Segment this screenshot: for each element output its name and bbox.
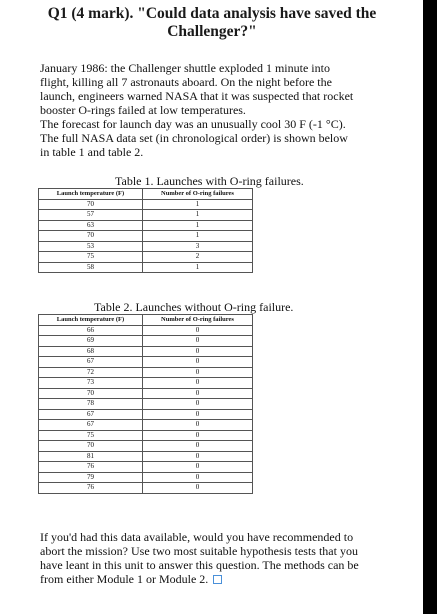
- table2-header-temperature: Launch temperature (F): [39, 315, 143, 326]
- answer-checkbox[interactable]: [213, 575, 222, 584]
- table2-temperature-cell: 67: [39, 420, 143, 431]
- table1: [38, 188, 253, 273]
- table2-failures-cell: 0: [143, 336, 253, 347]
- table2-failures-cell: 0: [143, 346, 253, 357]
- table2-row: [39, 357, 253, 368]
- table2-failures-cell: 0: [143, 451, 253, 462]
- table1-temperature-cell: 63: [39, 220, 143, 231]
- table2-row: [39, 462, 253, 473]
- question-title: [16, 5, 408, 41]
- table2-row: [39, 420, 253, 431]
- table1-header-temperature: Launch temperature (F): [39, 189, 143, 200]
- table1-header-failures: Number of O-ring failures: [143, 189, 253, 200]
- question-prompt: [40, 530, 360, 586]
- table1-temperature-cell: 58: [39, 262, 143, 273]
- table1-caption: Table 1. Launches with O-ring failures.: [115, 174, 304, 188]
- table2-failures-cell: 0: [143, 388, 253, 399]
- table1-row: [39, 210, 253, 221]
- table2-temperature-cell: 79: [39, 472, 143, 483]
- table2-temperature-cell: 66: [39, 325, 143, 336]
- table2-row: [39, 388, 253, 399]
- table2-row: [39, 336, 253, 347]
- table2: [38, 314, 253, 494]
- table2-failures-cell: 0: [143, 409, 253, 420]
- table1-failures-cell: 1: [143, 199, 253, 210]
- table2-row: [39, 367, 253, 378]
- intro-paragraph-2: The forecast for launch day was an unusually cool 30 F (-1 °C). The full NASA data set (in chronological order) is shown below in table 1 and table 2.: [40, 117, 348, 159]
- table2-temperature-cell: 70: [39, 388, 143, 399]
- table1-temperature-cell: 70: [39, 199, 143, 210]
- table1-row: [39, 231, 253, 242]
- table1-failures-cell: 1: [143, 210, 253, 221]
- table2-failures-cell: 0: [143, 367, 253, 378]
- table2-temperature-cell: 70: [39, 441, 143, 452]
- table1-temperature-cell: 75: [39, 252, 143, 263]
- table2-failures-cell: 0: [143, 483, 253, 494]
- title-line-1: Q1 (4 mark). "Could data analysis have saved the: [47, 5, 377, 22]
- table1-row: [39, 199, 253, 210]
- table2-failures-cell: 0: [143, 420, 253, 431]
- intro-paragraph-1: January 1986: the Challenger shuttle exploded 1 minute into flight, killing all 7 astronauts aboard. On the night before the launch, engineers warned NASA that it was suspected that rocket booster O-rings failed at low temperatures.: [40, 61, 354, 117]
- table2-temperature-cell: 73: [39, 378, 143, 389]
- table2-header-row: [39, 315, 253, 326]
- table2-temperature-cell: 76: [39, 462, 143, 473]
- table2-failures-cell: 0: [143, 325, 253, 336]
- table2-temperature-cell: 81: [39, 451, 143, 462]
- table2-row: [39, 409, 253, 420]
- table1-failures-cell: 1: [143, 262, 253, 273]
- title-line-2: Challenger?": [167, 23, 257, 40]
- table2-temperature-cell: 76: [39, 483, 143, 494]
- table1-failures-cell: 3: [143, 241, 253, 252]
- table2-row: [39, 483, 253, 494]
- table1-row: [39, 262, 253, 273]
- table2-failures-cell: 0: [143, 378, 253, 389]
- table2-temperature-cell: 75: [39, 430, 143, 441]
- table2-row: [39, 325, 253, 336]
- table2-row: [39, 441, 253, 452]
- table2-caption: Table 2. Launches without O-ring failure.: [94, 300, 294, 314]
- table1-header-row: [39, 189, 253, 200]
- table2-failures-cell: 0: [143, 430, 253, 441]
- window-edge: [423, 0, 437, 614]
- table1-temperature-cell: 57: [39, 210, 143, 221]
- table2-row: [39, 430, 253, 441]
- table2-temperature-cell: 78: [39, 399, 143, 410]
- table1-failures-cell: 2: [143, 252, 253, 263]
- table1-row: [39, 241, 253, 252]
- table1-failures-cell: 1: [143, 220, 253, 231]
- table2-temperature-cell: 69: [39, 336, 143, 347]
- table2-row: [39, 472, 253, 483]
- table1-row: [39, 252, 253, 263]
- table2-row: [39, 346, 253, 357]
- table2-failures-cell: 0: [143, 462, 253, 473]
- table2-temperature-cell: 67: [39, 409, 143, 420]
- question-prompt-text: If you'd had this data available, would you have recommended to abort the mission? Use two most suitable hypothesis tests that you have leant in this unit to answer this question. The methods can be from either Module 1 or Module 2.: [40, 530, 359, 586]
- table2-row: [39, 451, 253, 462]
- intro-text: [40, 61, 358, 159]
- table1-failures-cell: 1: [143, 231, 253, 242]
- table2-temperature-cell: 72: [39, 367, 143, 378]
- table2-failures-cell: 0: [143, 472, 253, 483]
- table2-failures-cell: 0: [143, 357, 253, 368]
- table1-temperature-cell: 70: [39, 231, 143, 242]
- table2-failures-cell: 0: [143, 399, 253, 410]
- table2-row: [39, 378, 253, 389]
- table2-temperature-cell: 68: [39, 346, 143, 357]
- table1-temperature-cell: 53: [39, 241, 143, 252]
- table1-row: [39, 220, 253, 231]
- table2-row: [39, 399, 253, 410]
- table2-temperature-cell: 67: [39, 357, 143, 368]
- table2-header-failures: Number of O-ring failures: [143, 315, 253, 326]
- table2-failures-cell: 0: [143, 441, 253, 452]
